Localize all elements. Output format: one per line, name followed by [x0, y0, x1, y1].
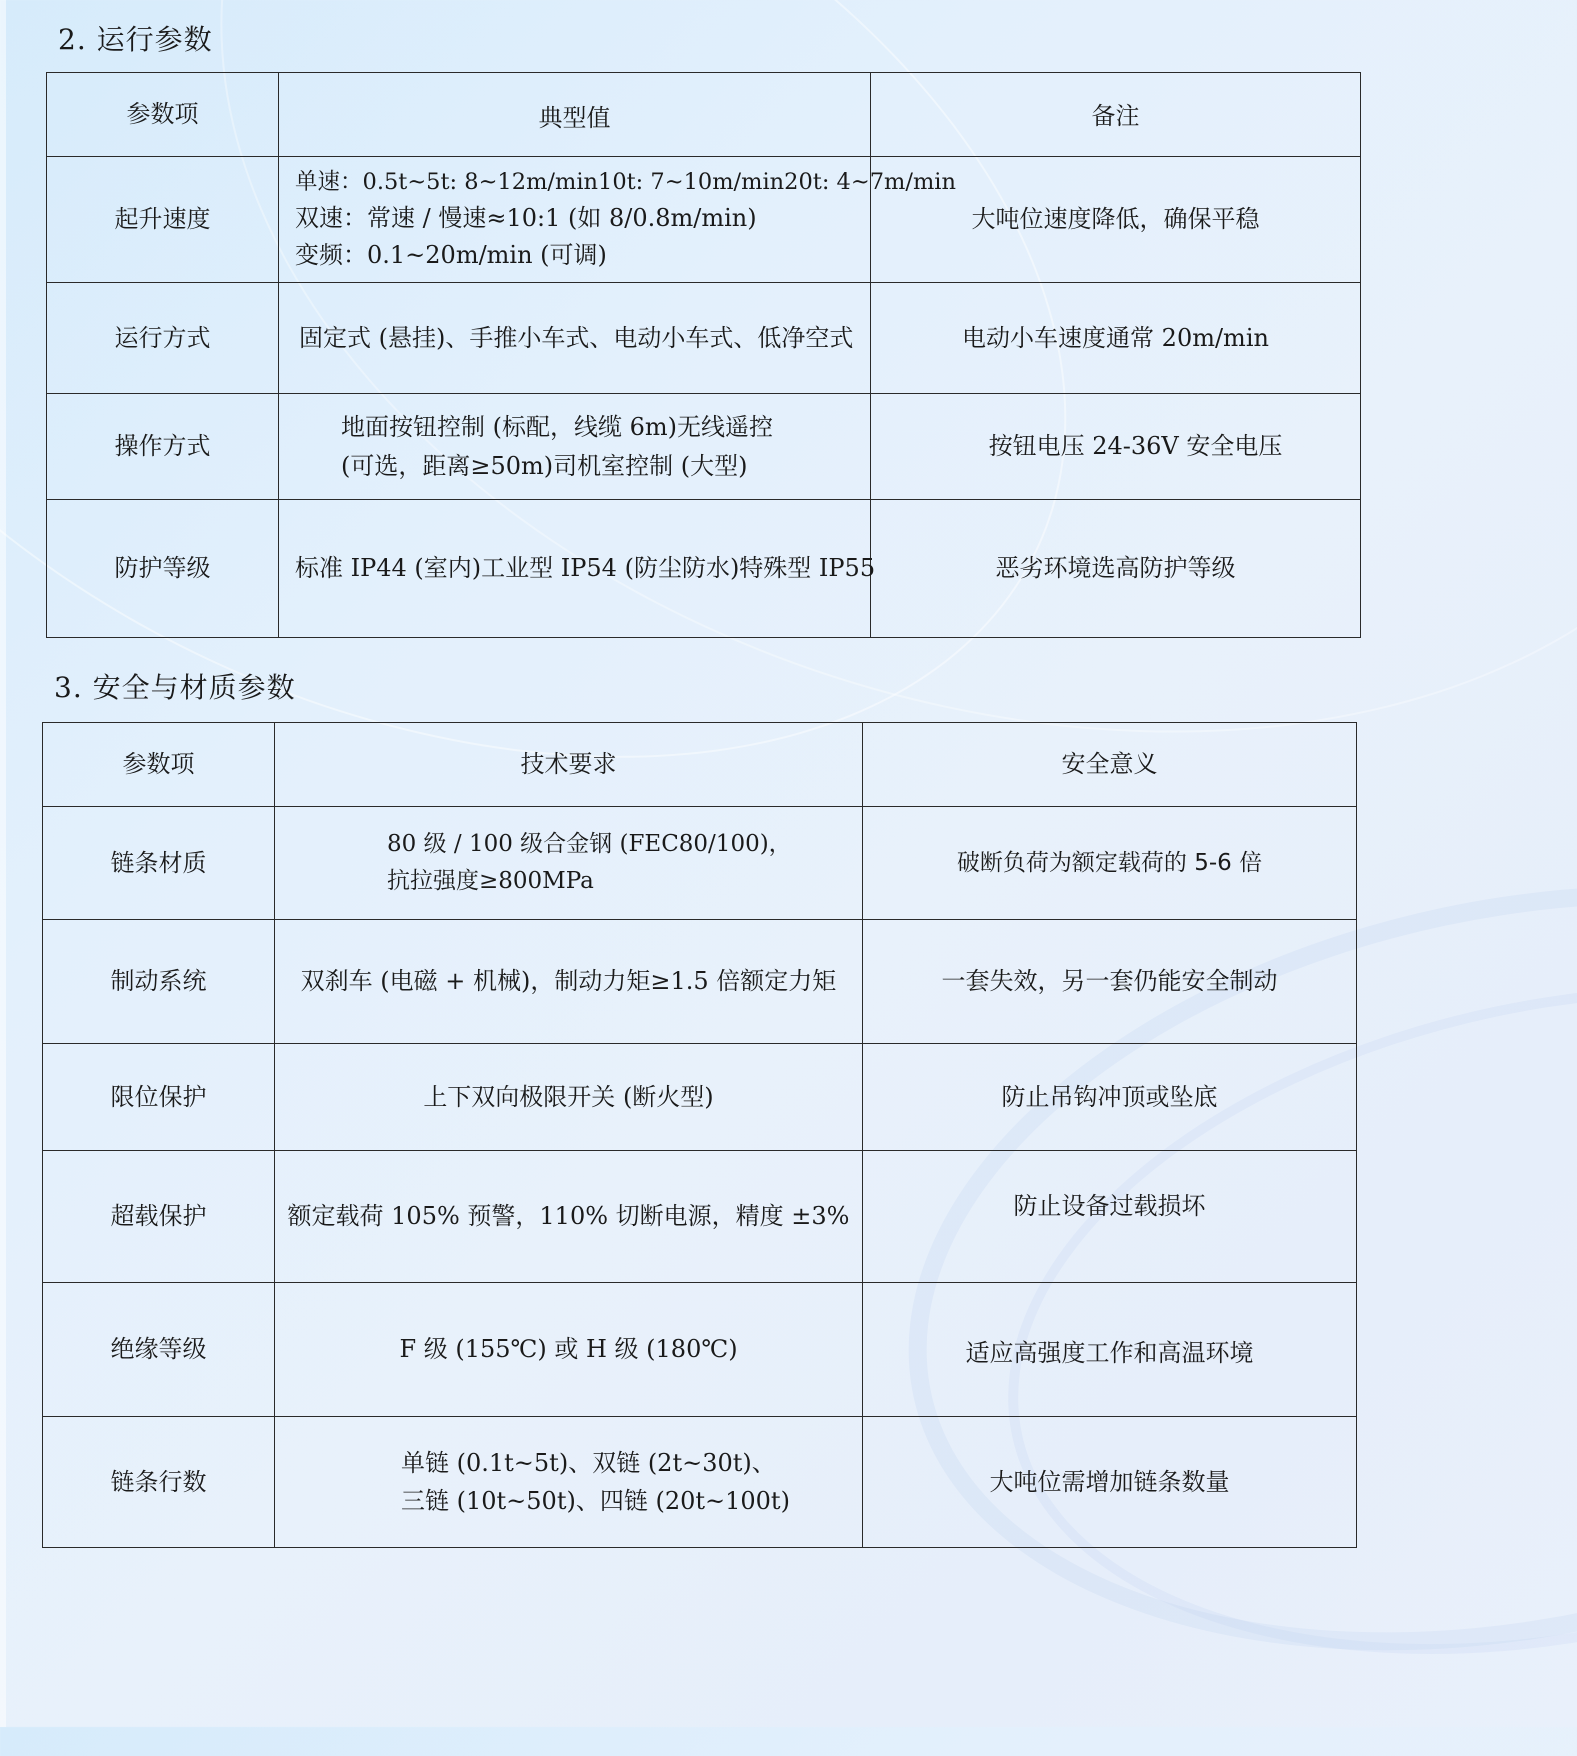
- value-line: 双刹车 (电磁 + 机械)，制动力矩≥1.5 倍额定力矩: [300, 967, 837, 996]
- value-line: 双速：常速 / 慢速≈10:1 (如 8/0.8m/min): [295, 203, 757, 232]
- header-typical-value: 典型值: [279, 73, 871, 157]
- table-row: [43, 1283, 1357, 1417]
- row-value: [275, 1151, 863, 1283]
- operating-params-table: [46, 72, 1361, 638]
- row-note: 破断负荷为额定载荷的 5-6 倍: [863, 807, 1357, 920]
- header-technical-requirement: 技术要求: [275, 723, 863, 807]
- table-row: [43, 1044, 1357, 1151]
- row-name: 制动系统: [43, 920, 275, 1044]
- row-name: 防护等级: [47, 500, 279, 638]
- value-line: 抗拉强度≥800MPa: [387, 868, 594, 894]
- row-value: [279, 394, 871, 500]
- section-title-operating-params: 2. 运行参数: [58, 23, 213, 56]
- section-title-safety-material-params: 3. 安全与材质参数: [54, 671, 296, 704]
- value-line: (可选，距离≥50m)司机室控制 (大型): [341, 451, 748, 480]
- value-line: 固定式 (悬挂)、手推小车式、电动小车式、低净空式: [299, 323, 854, 352]
- value-line: 三链 (10t~50t)、四链 (20t~100t): [401, 1487, 790, 1515]
- header-param-item: 参数项: [43, 723, 275, 807]
- row-note: 大吨位需增加链条数量: [863, 1417, 1357, 1548]
- table-row: [47, 283, 1361, 394]
- table-row: [47, 157, 1361, 283]
- background-strip: [0, 0, 6, 1727]
- table-row: [43, 920, 1357, 1044]
- header-param-item: 参数项: [47, 73, 279, 157]
- safety-material-params-table: [42, 722, 1357, 1548]
- row-value: [275, 807, 863, 920]
- header-remarks: 备注: [871, 73, 1361, 157]
- row-name: 限位保护: [43, 1044, 275, 1151]
- row-name: 绝缘等级: [43, 1283, 275, 1417]
- row-name: 操作方式: [47, 394, 279, 500]
- table-row: [43, 1417, 1357, 1548]
- row-value: [279, 283, 871, 394]
- value-line: 上下双向极限开关 (断火型): [423, 1082, 714, 1111]
- value-line: 标准 IP44 (室内)工业型 IP54 (防尘防水)特殊型 IP55: [295, 554, 876, 583]
- row-note: 防止设备过载损坏: [863, 1151, 1357, 1283]
- row-note: 一套失效，另一套仍能安全制动: [863, 920, 1357, 1044]
- row-note: 防止吊钩冲顶或坠底: [863, 1044, 1357, 1151]
- value-line: 单链 (0.1t~5t)、双链 (2t~30t)、: [401, 1448, 776, 1477]
- row-note: 电动小车速度通常 20m/min: [871, 283, 1361, 394]
- row-value: [279, 157, 956, 283]
- row-value: [275, 1417, 863, 1548]
- row-note: 大吨位速度降低，确保平稳: [871, 157, 1361, 283]
- row-name: 超载保护: [43, 1151, 275, 1283]
- row-value: [275, 1044, 863, 1151]
- value-line: 80 级 / 100 级合金钢 (FEC80/100)，: [387, 831, 792, 858]
- row-name: 链条材质: [43, 807, 275, 920]
- row-note: 适应高强度工作和高温环境: [863, 1283, 1357, 1417]
- value-line: 变频：0.1~20m/min (可调): [295, 240, 607, 269]
- table-header-row: [43, 723, 1357, 807]
- row-value: [279, 500, 876, 638]
- value-line: F 级 (155℃) 或 H 级 (180℃): [399, 1335, 738, 1364]
- row-note: 按钮电压 24-36V 安全电压: [871, 394, 1361, 500]
- table-row: [43, 807, 1357, 920]
- row-value: [275, 1283, 863, 1417]
- row-name: 链条行数: [43, 1417, 275, 1548]
- value-line: 单速：0.5t~5t: 8~12m/min10t: 7~10m/min20t: 4~7m/min: [295, 168, 956, 195]
- row-name: 起升速度: [47, 157, 279, 283]
- header-safety-significance: 安全意义: [863, 723, 1357, 807]
- table-row: [43, 1151, 1357, 1283]
- value-line: 额定载荷 105% 预警，110% 切断电源，精度 ±3%: [287, 1202, 850, 1231]
- row-name: 运行方式: [47, 283, 279, 394]
- row-note: 恶劣环境选高防护等级: [871, 500, 1361, 638]
- value-line: 地面按钮控制 (标配，线缆 6m)无线遥控: [341, 413, 774, 442]
- table-row: [47, 394, 1361, 500]
- table-header-row: [47, 73, 1361, 157]
- row-value: [275, 920, 863, 1044]
- table-row: [47, 500, 1361, 638]
